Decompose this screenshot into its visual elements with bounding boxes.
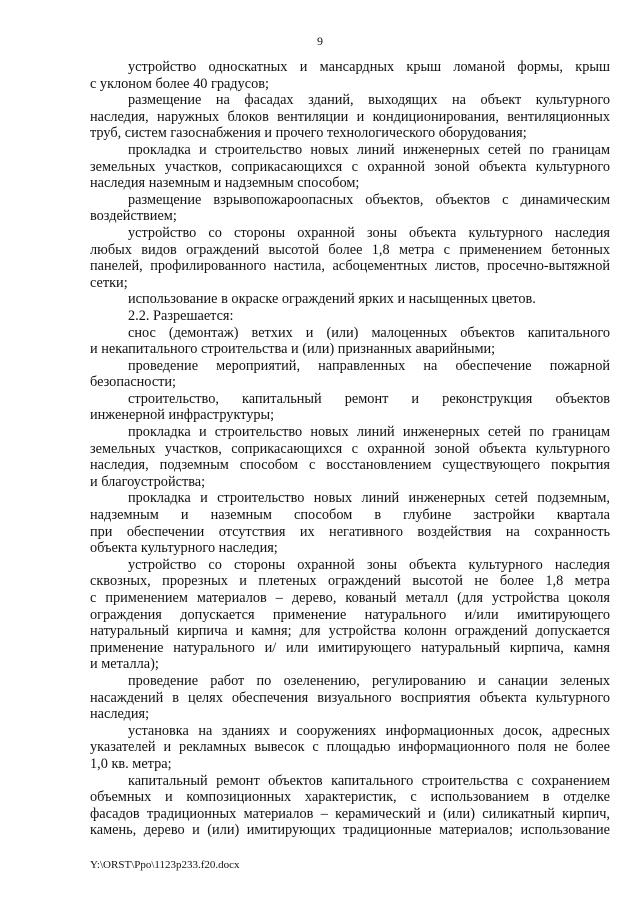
document-body bbox=[90, 59, 610, 839]
text-line: и некапитального строительства и (или) признанных аварийными; bbox=[90, 341, 496, 358]
text-line: установка на зданиях и сооружениях информационных досок, адресных bbox=[128, 722, 610, 739]
text-line: объекта культурного наследия; bbox=[90, 540, 278, 557]
text-line: устройство со стороны охранной зоны объекта культурного наследия bbox=[128, 556, 610, 573]
text-line: ограждения допускается применение натурального и/или имитирующего bbox=[90, 606, 610, 623]
text-line: наследия; bbox=[90, 706, 150, 723]
text-line: использование в окраске ограждений ярких и насыщенных цветов. bbox=[128, 291, 536, 308]
text-line: объемных и композиционных характеристик, с использованием в отделке bbox=[90, 789, 610, 806]
text-line: строительство, капитальный ремонт и реконструкция объектов bbox=[128, 390, 610, 407]
text-line: проведение мероприятий, направленных на обеспечение пожарной bbox=[128, 357, 610, 374]
text-line: труб, систем газоснабжения и прочего технологического оборудования; bbox=[90, 125, 527, 142]
text-line: панелей, профилированного настила, асбоцементных листов, просечно-вытяжной bbox=[90, 258, 610, 275]
text-line: натуральный кирпича и камня; для устройства колонн ограждений допускается bbox=[90, 623, 610, 640]
text-line: надземным и наземным способом в глубине застройки квартала bbox=[90, 507, 610, 524]
text-line: прокладка и строительство новых линий инженерных сетей по границам bbox=[128, 141, 610, 158]
page-number: 9 bbox=[317, 34, 323, 48]
text-line: проведение работ по озеленению, регулированию и санации зеленых bbox=[128, 672, 610, 689]
text-line: наследия, подземным способом с восстановлением существующего покрытия bbox=[90, 457, 610, 474]
text-line: сквозных, прорезных и плетеных ограждений высотой не более 1,8 метра bbox=[90, 573, 610, 590]
text-line: с уклоном более 40 градусов; bbox=[90, 75, 269, 92]
text-line: прокладка и строительство новых линий инженерных сетей по границам bbox=[128, 424, 610, 441]
text-line: камень, дерево и (или) имитирующих традиционные материалов; использование bbox=[90, 822, 610, 839]
text-line: и металла); bbox=[90, 656, 159, 673]
text-line: 2.2. Разрешается: bbox=[128, 307, 234, 324]
footer-file-path: Y:\ORST\Ppo\1123p233.f20.docx bbox=[90, 859, 240, 871]
text-line: безопасности; bbox=[90, 374, 177, 391]
text-line: любых видов ограждений высотой более 1,8 метра с применением бетонных bbox=[90, 241, 610, 258]
text-line: капитальный ремонт объектов капитального строительства с сохранением bbox=[128, 772, 610, 789]
text-line: наследия наземным и надземным способом; bbox=[90, 175, 360, 192]
text-line: наследия, наружных блоков вентиляции и кондиционирования, вентиляционных bbox=[90, 108, 610, 125]
text-line: с применением материалов – дерево, кованый металл (для устройства цоколя bbox=[90, 590, 610, 606]
text-line: и благоустройства; bbox=[90, 473, 206, 490]
text-line: насаждений в целях обеспечения визуального восприятия объекта культурного bbox=[90, 689, 610, 706]
text-line: при обеспечении отсутствия их негативного воздействия на сохранность bbox=[90, 523, 610, 540]
text-line: воздействием; bbox=[90, 208, 177, 225]
text-line: земельных участков, соприкасающихся с охранной зоной объекта культурного bbox=[90, 440, 610, 457]
text-line: снос (демонтаж) ветхих и (или) малоценных объектов капитального bbox=[128, 324, 610, 341]
text-line: размещение на фасадах зданий, выходящих на объект культурного bbox=[128, 92, 610, 109]
text-line: прокладка и строительство новых линий инженерных сетей подземным, bbox=[128, 490, 610, 507]
text-line: земельных участков, соприкасающихся с охранной зоной объекта культурного bbox=[90, 158, 610, 175]
text-line: устройство со стороны охранной зоны объекта культурного наследия bbox=[128, 224, 610, 241]
text-line: фасадов традиционных материалов – керамический и (или) силикатный кирпич, bbox=[90, 805, 610, 822]
text-line: применение натурального и/ или имитирующего натуральный кирпича, камня bbox=[90, 639, 610, 656]
text-line: устройство односкатных и мансардных крыш ломаной формы, крыш bbox=[128, 59, 610, 75]
text-line: 1,0 кв. метра; bbox=[90, 755, 172, 772]
text-line: сетки; bbox=[90, 274, 128, 291]
text-line: инженерной инфраструктуры; bbox=[90, 407, 275, 424]
text-line: размещение взрывопожароопасных объектов, объектов с динамическим bbox=[128, 191, 610, 208]
text-line: указателей и рекламных вывесок с площадью информационного поля не более bbox=[90, 739, 610, 756]
